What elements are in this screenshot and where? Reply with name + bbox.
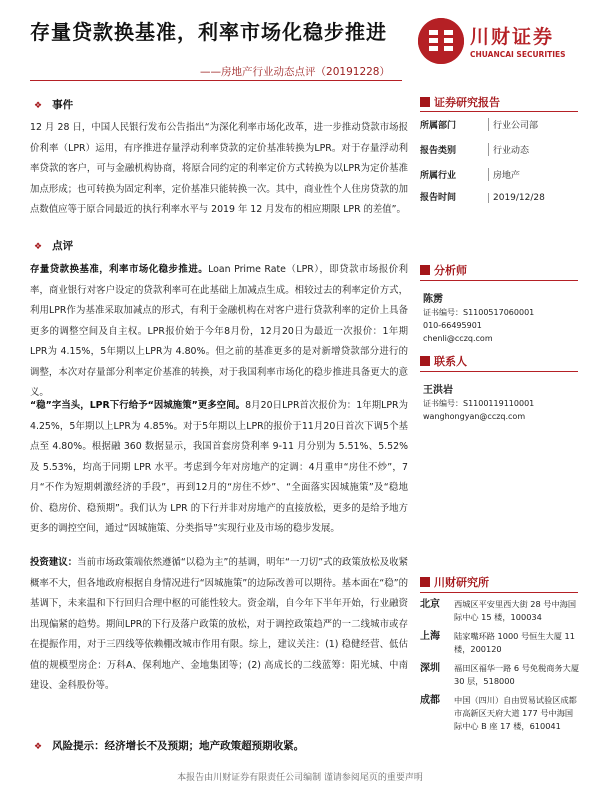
sidebar-institute-heading: 川财研究所 bbox=[420, 574, 489, 590]
logo-text-cn: 川财证券 bbox=[470, 26, 555, 48]
sidebar-divider bbox=[420, 371, 578, 372]
square-marker-icon bbox=[420, 356, 430, 366]
header-divider bbox=[30, 80, 402, 81]
info-row-department: 所属部门 行业公司部 bbox=[420, 118, 578, 131]
analyst-phone: 010-66495901 bbox=[423, 321, 482, 330]
section-event-heading: ❖ 事件 bbox=[34, 99, 74, 111]
diamond-bullet-icon: ❖ bbox=[34, 101, 43, 111]
risk-warning: ❖ 风险提示：经济增长不及预期；地产政策超预期收紧。 bbox=[34, 740, 305, 752]
investment-advice-lead: 投资建议： bbox=[30, 557, 78, 568]
report-title: 存量贷款换基准，利率市场化稳步推进 bbox=[30, 20, 387, 44]
section-comment-heading: ❖ 点评 bbox=[34, 240, 74, 252]
investment-advice-paragraph: 投资建议：当前市场政策端依然遵循“以稳为主”的基调，明年“一刀切”式的政策放松及收紧概率不大，但各地政府根据自身情况进行“因城施策”的边际改善可以期待。基本面在“稳”的基调下，未来温和下行回归合理中枢的可能性较大。资金端，自今年下半年开始，行业融资出现偏紧的趋势。期间LPR的下行及落户政策的放松，对于调控政策趋严的一二线城市或存在提振作用，对于三四线等依赖棚改城市作用有限。综上，建议关注：(1) 稳健经营、低估值的规模型房企：万科A、保利地产、金地集团等；(2) 高成长的二线蓝筹：阳光城、中南建设、金科股份等。 bbox=[30, 557, 408, 691]
square-marker-icon bbox=[420, 577, 430, 587]
sidebar-contact-heading: 联系人 bbox=[420, 353, 467, 369]
comment-paragraph-1: 存量贷款换基准，利率市场化稳步推进。Loan Prime Rate（LPR），即贷款市场报价利率，商业银行对客户设定的贷款利率可在此基础上加减点生成。相较过去的利率定价方式，利用LPR作为基准采取加减点的形式，有利于金融机构在对客户进行贷款利率的定价上具备更多的调整空间及自主权。LPR报价始于今年8月份，12月20日为最近一次报价：1年期LPR为 4.15%，5年期以上LPR为 4.80%。但之前的基准更多的是对新增贷款部分进行的调整，本次对存量部分利率定价基准的转换，对于我国利率市场化的稳步推进具备更大的意义。 bbox=[30, 264, 408, 398]
logo-text-en: CHUANCAI SECURITIES bbox=[470, 50, 566, 59]
event-paragraph: 12 月 28 日，中国人民银行发布公告指出“为深化利率市场化改革，进一步推动贷款市场报价利率（LPR）运用，有序推进存量浮动利率贷款的定价基准转换为LPR。对于存量浮动利率贷款的客户，可与金融机构协商，将原合同约定的利率定价方式转换为以LPR为定价基准加点形成；也可转换为固定利率，定价基准只能转换一次。其中，商业性个人住房贷款的加点数值应等于原合同最近的执行利率水平与 2019 年 12 月发布的相应期限 LPR 的差值”。 bbox=[30, 122, 408, 215]
comment-paragraph-2: “稳”字当头，LPR下行给予“因城施策”更多空间。8月20日LPR首次报价为：1年期LPR为 4.25%，5年期以上LPR为 4.85%。对于5年期以上LPR的报价于11月20日首次下调5个基点至 4.80%。根据融 360 数据显示，我国首套房贷利率 9-11 月分别为 5.51%、5.52%及 5.53%，均高于同期 LPR 水平。考虑到今年对房地产的定调：4月重申“房住不炒”，7月“不作为短期刺激经济的手段”，再到12月的“房住不炒”、“全面落实因城施策”及“稳地价、稳房价、稳预期”。我们认为 LPR 的下行并非对房地产的直接放松，更多的是给予地方更多的调控空间，通过“因城施策、分类指导”实现行业及市场的稳步发展。 bbox=[30, 400, 408, 534]
info-row-category: 报告类别 行业动态 bbox=[420, 143, 578, 156]
comment-paragraph-2-lead: “稳”字当头，LPR下行给予“因城施策”更多空间。 bbox=[30, 400, 246, 411]
sidebar-analyst-heading: 分析师 bbox=[420, 262, 467, 278]
sidebar-report-heading: 证券研究报告 bbox=[420, 94, 500, 110]
contact-cert: 证书编号：S1100119110001 bbox=[423, 399, 535, 408]
page-footer: 本报告由川财证券有限责任公司编制 谨请参阅尾页的重要声明 bbox=[177, 773, 423, 783]
sidebar-divider bbox=[420, 280, 578, 281]
contact-email[interactable]: wanghongyan@cczq.com bbox=[423, 412, 526, 421]
square-marker-icon bbox=[420, 265, 430, 275]
info-row-industry: 所属行业 房地产 bbox=[420, 168, 578, 181]
analyst-cert: 证书编号：S1100517060001 bbox=[423, 308, 535, 317]
contact-name: 王洪岩 bbox=[423, 385, 453, 396]
sidebar-divider bbox=[420, 111, 578, 112]
logo-mark-icon bbox=[418, 18, 464, 64]
sidebar-divider bbox=[420, 592, 578, 593]
company-logo bbox=[418, 18, 568, 66]
analyst-name: 陈雳 bbox=[423, 294, 443, 305]
diamond-bullet-icon: ❖ bbox=[34, 742, 43, 752]
diamond-bullet-icon: ❖ bbox=[34, 242, 43, 252]
comment-paragraph-1-lead: 存量贷款换基准，利率市场化稳步推进。 bbox=[30, 264, 209, 275]
square-marker-icon bbox=[420, 97, 430, 107]
analyst-email[interactable]: chenli@cczq.com bbox=[423, 334, 493, 343]
report-subtitle: ——房地产行业动态点评（20191228） bbox=[200, 66, 390, 78]
info-row-date: 报告时间 2019/12/28 bbox=[420, 193, 545, 203]
